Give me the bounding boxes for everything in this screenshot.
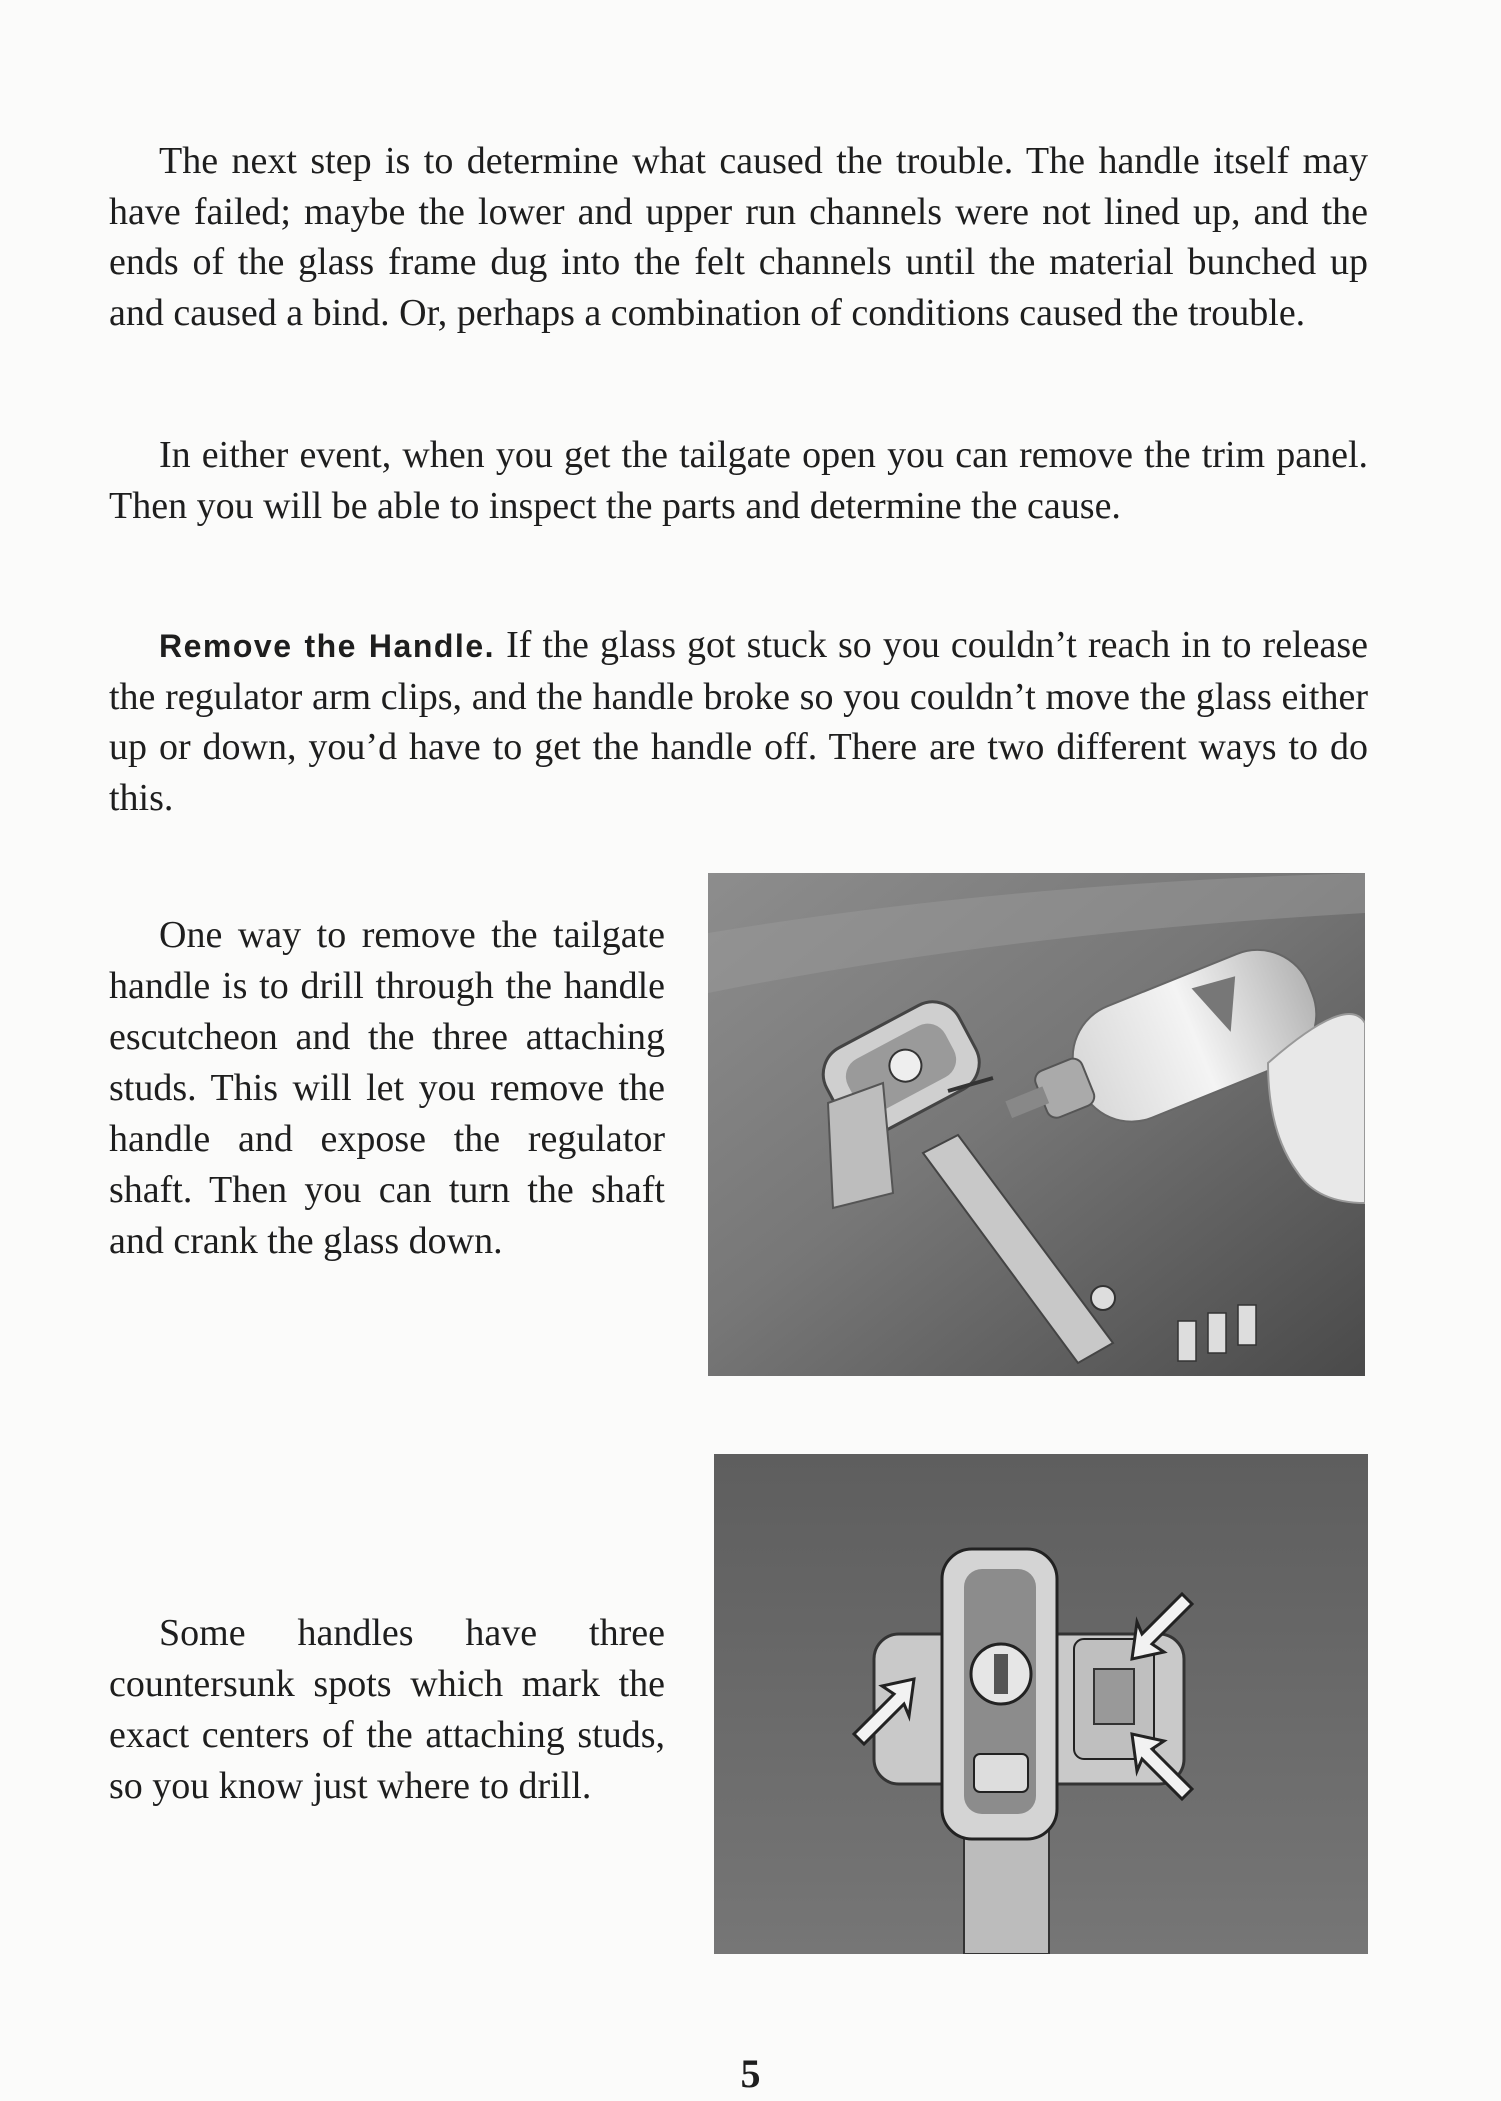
figure-1-caption: One way to remove the tailgate handle is to drill through the handle escutcheon and the three attaching studs. This will let you remove the handle and expose the regulator shaft. Then you can turn the shaft and crank the glass down. [109, 914, 665, 1262]
figure-2-caption: Some handles have three countersunk spots which mark the exact centers of the attaching studs, so you know just where to drill. [109, 1612, 665, 1807]
paragraph-remove-trim-panel: In either event, when you get the tailgate open you can remove the trim panel. Then you will be able to inspect the parts and determine the cause. [109, 434, 1368, 527]
photo-handle-countersunk-spots [714, 1454, 1368, 1954]
section-heading-remove-handle: Remove the Handle. [159, 628, 496, 664]
paragraph-remove-handle [109, 620, 1368, 823]
paragraph-trouble-cause: The next step is to determine what caused the trouble. The handle itself may have failed; maybe the lower and upper run channels were not lined up, and the ends of the glass frame dug into the felt channels until the material bunched up and caused a bind. Or, perhaps a combination of conditions caused the trouble. [109, 140, 1368, 334]
page-number: 5 [740, 2051, 761, 2096]
photo-drilling-handle [708, 873, 1365, 1376]
paragraph-remove-handle-body: If the glass got stuck so you couldn’t reach in to release the regulator arm clips, and the handle broke so you couldn’t move the glass either up or down, you’d have to get the handle off. There are two different ways to do this. [109, 624, 1369, 819]
